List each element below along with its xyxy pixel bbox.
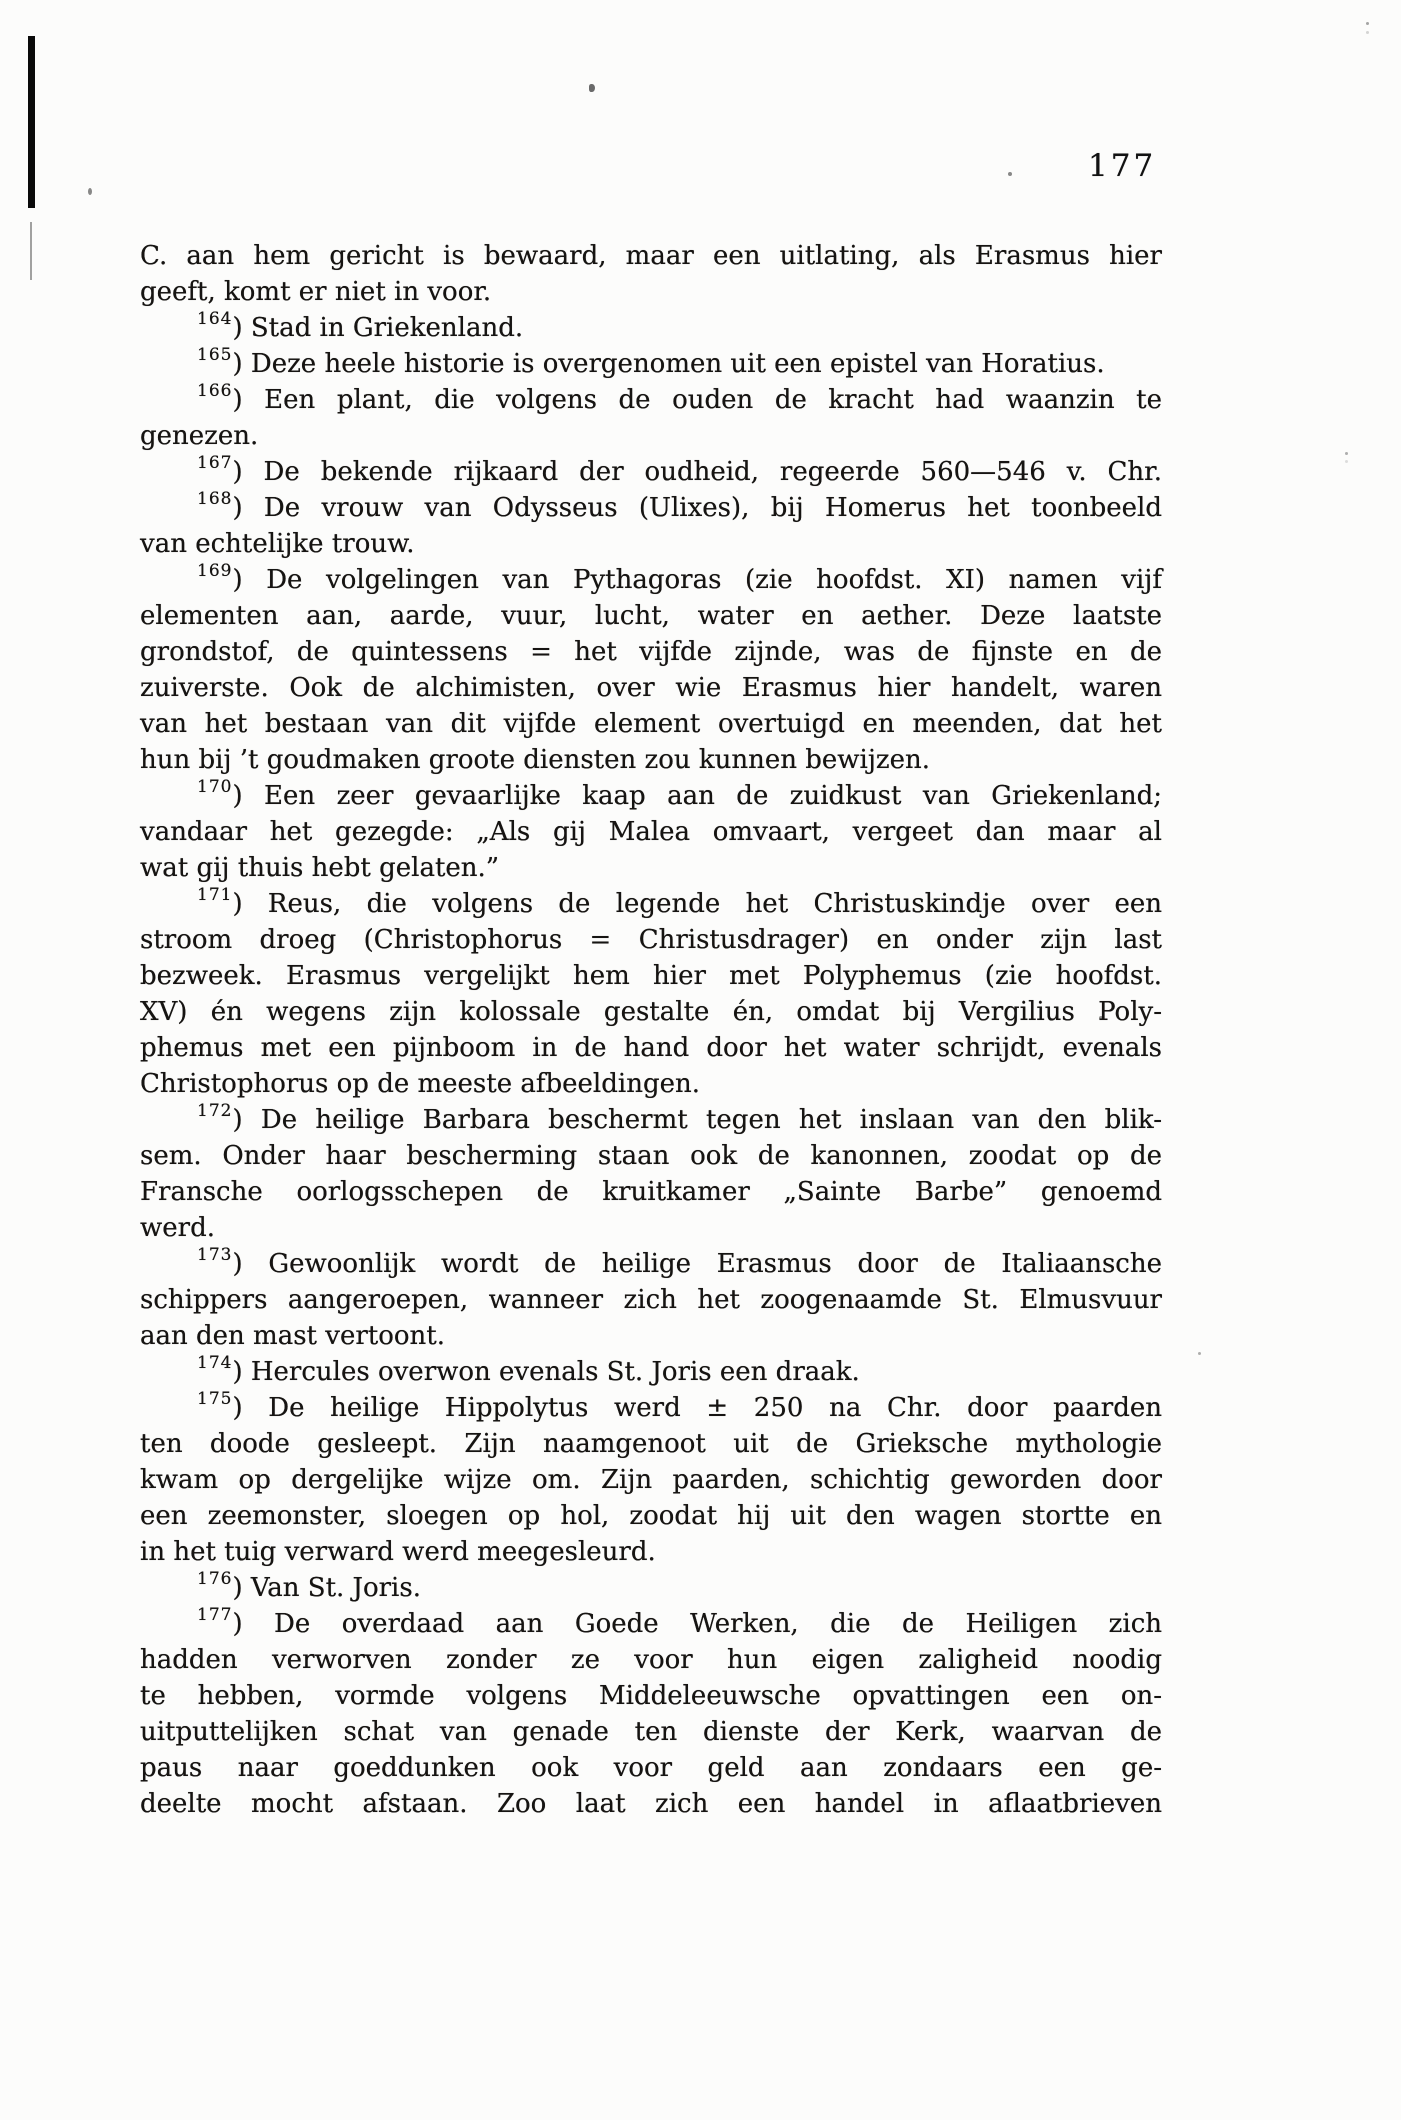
footnote-165 (140, 346, 1162, 382)
text-line: wat gij thuis hebt gelaten.” (140, 853, 500, 883)
text-line: $^{168}$) De vrouw van Odysseus (Ulixes), bij Homerus het toonbeeld (197, 489, 1162, 523)
scan-speck (1366, 22, 1369, 25)
text-line: stroom droeg (Christophorus = Christusdrager) en onder zijn last (140, 925, 1162, 955)
text-line: bezweek. Erasmus vergelijkt hem hier met Polyphemus (zie hoofdst. (140, 961, 1162, 991)
footnote-number: 171 (197, 885, 233, 906)
text-line: uitputtelijken schat van genade ten dienste der Kerk, waarvan de (140, 1717, 1162, 1747)
footnote-number: 173 (197, 1245, 233, 1266)
text-line: aan den mast vertoont. (140, 1321, 445, 1351)
footnote-number: 167 (197, 453, 233, 474)
text-line: $^{169}$) De volgelingen van Pythagoras (zie hoofdst. XI) namen vijf (197, 561, 1162, 595)
text-line: te hebben, vormde volgens Middeleeuwsche opvattingen een on- (140, 1681, 1162, 1711)
text-line: $^{164}$) Stad in Griekenland. (197, 309, 524, 343)
text-line: werd. (140, 1213, 215, 1243)
scan-speck (1345, 452, 1348, 455)
footnote-number: 169 (197, 561, 233, 582)
footnote-176 (140, 1570, 1162, 1606)
text-line: $^{167}$) De bekende rijkaard der oudheid, regeerde 560—546 v. Chr. (197, 453, 1162, 487)
scan-speck (589, 84, 595, 92)
text-line: sem. Onder haar bescherming staan ook de kanonnen, zoodat op de (140, 1141, 1162, 1171)
text-line: $^{171}$) Reus, die volgens de legende het Christuskindje over een (197, 885, 1162, 919)
text-line: $^{165}$) Deze heele historie is overgenomen uit een epistel van Horatius. (197, 345, 1105, 379)
text-line: genezen. (140, 421, 259, 451)
text-line: ten doode gesleept. Zijn naamgenoot uit de Grieksche mythologie (140, 1429, 1162, 1459)
text-line: $^{174}$) Hercules overwon evenals St. Joris een draak. (197, 1353, 860, 1387)
text-line: $^{172}$) De heilige Barbara beschermt tegen het inslaan van den blik- (197, 1101, 1162, 1135)
footnote-number: 166 (197, 381, 233, 402)
scan-speck (88, 188, 92, 195)
text-line: $^{175}$) De heilige Hippolytus werd ± 250 na Chr. door paarden (197, 1389, 1162, 1423)
text-line: van het bestaan van dit vijfde element overtuigd en meenden, dat het (140, 709, 1162, 739)
text-line: XV) én wegens zijn kolossale gestalte én, omdat bij Vergilius Poly- (140, 997, 1162, 1027)
footnote-number: 165 (197, 345, 233, 366)
continuation-paragraph (140, 238, 1162, 310)
text-line: zuiverste. Ook de alchimisten, over wie Erasmus hier handelt, waren (140, 673, 1162, 703)
text-line: schippers aangeroepen, wanneer zich het zoogenaamde St. Elmusvuur (140, 1285, 1162, 1315)
footnote-174 (140, 1354, 1162, 1390)
page-number: 177 (1088, 148, 1157, 184)
footnote-number: 172 (197, 1101, 233, 1122)
text-line: van echtelijke trouw. (140, 529, 415, 559)
text-line: hadden verworven zonder ze voor hun eigen zaligheid noodig (140, 1645, 1162, 1675)
footnote-172 (140, 1102, 1162, 1246)
text-line: een zeemonster, sloegen op hol, zoodat hij uit den wagen stortte en (140, 1501, 1162, 1531)
footnote-167 (140, 454, 1162, 490)
text-line: elementen aan, aarde, vuur, lucht, water en aether. Deze laatste (140, 601, 1162, 631)
scan-artifact-bar (28, 36, 35, 208)
footnote-number: 164 (197, 309, 233, 330)
footnotes-text-block (140, 238, 1162, 1822)
text-line: in het tuig verward werd meegesleurd. (140, 1537, 656, 1567)
footnote-175 (140, 1390, 1162, 1570)
footnote-164 (140, 310, 1162, 346)
text-line: kwam op dergelijke wijze om. Zijn paarden, schichtig geworden door (140, 1465, 1162, 1495)
footnote-166 (140, 382, 1162, 454)
text-line: hun bij ’t goudmaken groote diensten zou kunnen bewijzen. (140, 745, 931, 775)
scan-speck (1198, 1352, 1201, 1355)
text-line: geeft, komt er niet in voor. (140, 277, 492, 307)
footnote-168 (140, 490, 1162, 562)
text-line: grondstof, de quintessens = het vijfde zijnde, was de fijnste en de (140, 637, 1162, 667)
footnote-number: 175 (197, 1389, 233, 1410)
text-line: Fransche oorlogsschepen de kruitkamer „Sainte Barbe” genoemd (140, 1177, 1162, 1207)
text-line: Christophorus op de meeste afbeeldingen. (140, 1069, 700, 1099)
text-line: C. aan hem gericht is bewaard, maar een uitlating, als Erasmus hier (140, 241, 1162, 271)
footnote-number: 177 (197, 1605, 233, 1626)
scan-artifact-line (30, 222, 32, 280)
text-line: $^{166}$) Een plant, die volgens de ouden de kracht had waanzin te (197, 381, 1162, 415)
footnote-number: 168 (197, 489, 233, 510)
footnote-171 (140, 886, 1162, 1102)
scan-speck (1008, 172, 1012, 176)
text-line: $^{177}$) De overdaad aan Goede Werken, die de Heiligen zich (197, 1605, 1162, 1639)
text-line: deelte mocht afstaan. Zoo laat zich een handel in aflaatbrieven (140, 1789, 1162, 1819)
text-line: $^{170}$) Een zeer gevaarlijke kaap aan de zuidkust van Griekenland; (197, 777, 1162, 811)
text-line: $^{176}$) Van St. Joris. (197, 1569, 421, 1603)
footnote-number: 170 (197, 777, 233, 798)
text-line: vandaar het gezegde: „Als gij Malea omvaart, vergeet dan maar al (140, 817, 1162, 847)
text-line: phemus met een pijnboom in de hand door het water schrijdt, evenals (140, 1033, 1162, 1063)
footnote-number: 176 (197, 1569, 233, 1590)
footnote-177 (140, 1606, 1162, 1822)
footnote-170 (140, 778, 1162, 886)
footnote-169 (140, 562, 1162, 778)
footnote-number: 174 (197, 1353, 233, 1374)
text-line: paus naar goeddunken ook voor geld aan zondaars een ge- (140, 1753, 1162, 1783)
footnote-173 (140, 1246, 1162, 1354)
text-line: $^{173}$) Gewoonlijk wordt de heilige Erasmus door de Italiaansche (197, 1245, 1162, 1279)
